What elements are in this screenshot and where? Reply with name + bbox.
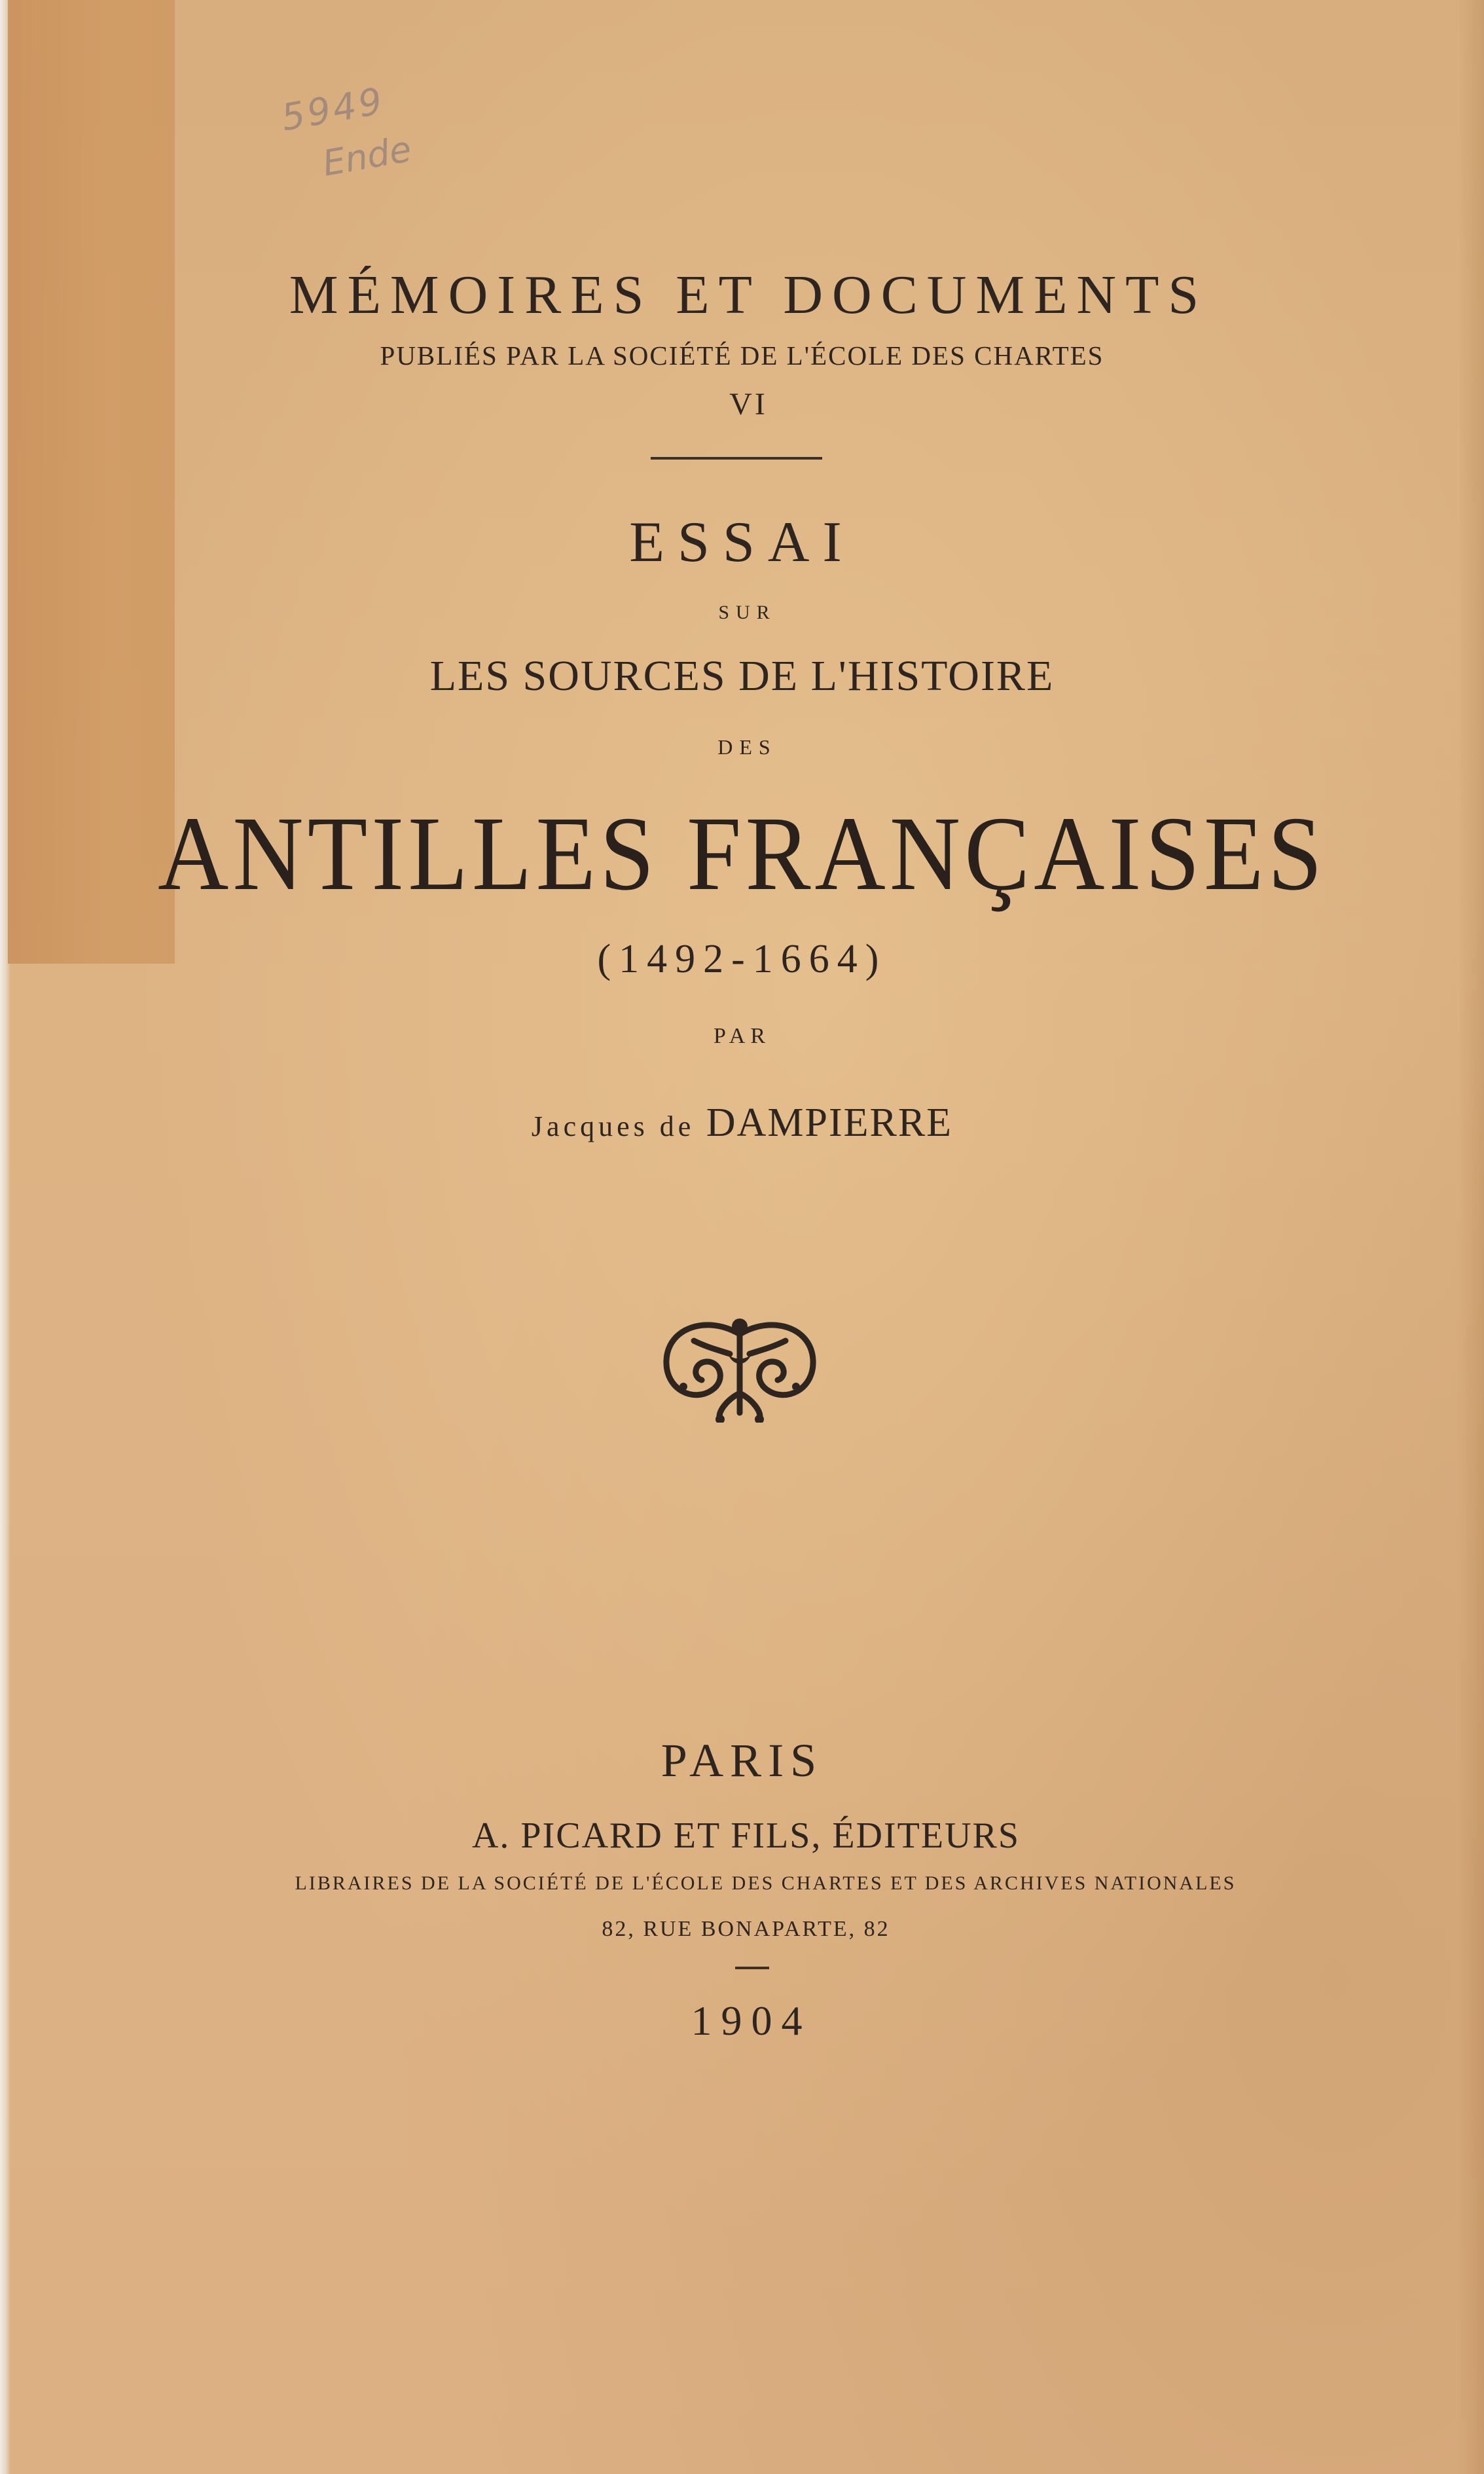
- series-title: MÉMOIRES ET DOCUMENTS: [289, 264, 1208, 325]
- imprint-city: PARIS: [661, 1734, 823, 1787]
- title-essai: ESSAI: [629, 511, 855, 574]
- author-last-name: DAMPIERRE: [706, 1101, 953, 1145]
- author-first-name: Jacques de: [531, 1110, 695, 1142]
- imprint-address: 82, RUE BONAPARTE, 82: [602, 1917, 890, 1941]
- imprint-year: 1904: [691, 1997, 812, 2044]
- series-subtitle: PUBLIÉS PAR LA SOCIÉTÉ DE L'ÉCOLE DES CHARTES: [380, 340, 1104, 371]
- series-volume: VI: [729, 387, 768, 422]
- author-par: PAR: [713, 1024, 771, 1048]
- handwritten-margin-note: [277, 55, 508, 233]
- margin-note-word: Ende: [319, 128, 414, 185]
- short-divider-rule: [735, 1967, 769, 1969]
- floral-ornament-icon: [655, 1315, 825, 1423]
- margin-note-number: 5949: [278, 79, 388, 140]
- title-sources: LES SOURCES DE L'HISTOIRE: [429, 652, 1055, 700]
- title-dates: (1492-1664): [597, 937, 887, 981]
- imprint-publisher: A. PICARD ET FILS, ÉDITEURS: [471, 1815, 1020, 1856]
- title-des: DES: [717, 735, 777, 759]
- imprint-booksellers: LIBRAIRES DE LA SOCIÉTÉ DE L'ÉCOLE DES CHARTES ET DES ARCHIVES NATIONALES: [295, 1872, 1237, 1894]
- divider-rule: [651, 457, 822, 460]
- title-sur: SUR: [718, 602, 776, 623]
- author-name: [0, 1100, 1484, 1146]
- main-title: ANTILLES FRANÇAISES: [158, 795, 1326, 913]
